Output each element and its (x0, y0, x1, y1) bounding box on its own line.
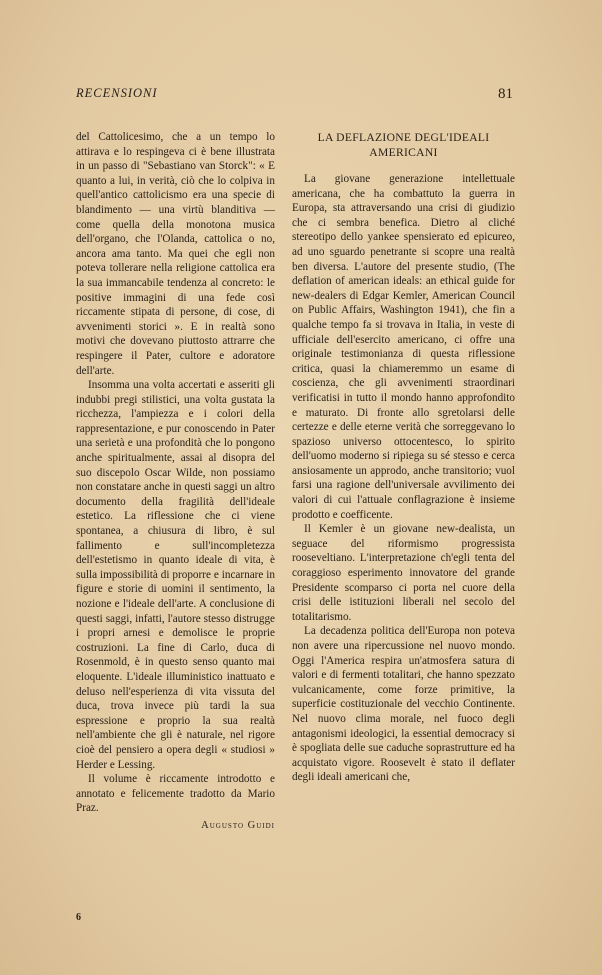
left-paragraph-1: del Cattolicesimo, che a un tempo lo attirava e lo respingeva ci è bene illustrata in un passo di "Sebastiano van Storck": « E quanto a lui, in verità, ciò che lo colpiva in quell'antico cattolicismo era una specie di blandimento — una virtù blanditiva — come quella della monotona musica dell'organo, che l'Olanda, cattolica o no, ancora ama tanto. Ma quei che egli non poteva tollerare nella religione cattolica era la sua immancabile tendenza al concreto: le positive immagini di una fede così riccamente stipata di persone, di cose, di avvenimenti storici ». E in realtà sono motivi che dovevano piuttosto attrarre che respingere il Pater, cultore e adoratore dell'arte. (76, 131, 275, 377)
left-column (76, 130, 275, 833)
left-paragraph-3: Il volume è riccamente introdotto e annotato e felicemente tradotto da Mario Praz. (76, 773, 275, 815)
left-paragraph-2: Insomma una volta accertati e asseriti gli indubbi pregi stilistici, una volta gustata la ricchezza, l'ampiezza e i colori della rappresentazione, e pur conoscendo in Pater una serietà e una profondità che lo pongono anche spiritualmente, assai al disopra del suo discepolo Oscar Wilde, non possiamo non constatare anche in questi saggi un altro documento della fragilità dell'ideale estetico. La riflessione che ci viene spontanea, a chiusura di libro, è sul fallimento e sull'incompletezza dell'estetismo in quanto ideale di vita, è sulla impossibilità di proporre e incarnare in figure e storie di uomini il sentimento, la nozione e l'ideale dell'arte. A conclusione di questi saggi, infatti, l'autore stesso distrugge i propri arnesi e demolisce le proprie costruzioni. La fine di Carlo, duca di Rosenmold, è in questo senso quanto mai eloquente. L'ideale illuministico inattuato e deluso nell'esperienza di vita vissuta del duca, trova invece più tardi la sua espressione e proprio la sua realtà nell'ambiente che gli è naturale, nel rigore cioè del pensiero a opera degli « studiosi » Herder e Lessing. (76, 379, 275, 771)
page-number: 81 (498, 86, 513, 102)
article-title: LA DEFLAZIONE DEGL'IDEALI AMERICANI (317, 131, 490, 159)
right-paragraph-2: Il Kemler è un giovane new-dealista, un seguace del riformismo progressista rooseveltiano. L'interpretazione ch'egli tenta del coraggioso esperimento innovatore del grande Presidente scomparso ci porta nel cuore della crisi delle istituzioni liberali nel secolo del totalitarismo. (292, 523, 515, 623)
right-paragraph-3: La decadenza politica dell'Europa non poteva non avere una ripercussione nel nuovo mondo. Oggi l'America respira un'atmosfera satura di valori e di fermenti totalitari, che hanno spezzato vulcanicamente, come forze primitive, la superficie costituzionale del vecchio Continente. Nel nuovo clima morale, nel fuoco degli antagonismi ideologici, la essential democracy si è spogliata delle sue caduche soprastrutture ed ha acquistato vigore. Roosevelt è stato il deflater degli ideali americani che, (292, 625, 515, 784)
right-column (292, 130, 515, 785)
right-paragraph-1: La giovane generazione intellettuale americana, che ha combattuto la guerra in Europa, sta attraversando una crisi di giudizio che ci sembra benefica. Dietro al cliché stereotipo dello yankee spensierato ed epicureo, ad uno sguardo penetrante si scopre una realtà ben diversa. L'autore del presente studio, (The deflation of american ideals: an ethical guide for new-dealers di Edgar Kemler, American Council on Public Affairs, Washington 1941), che fin a qualche tempo fa si trovava in Italia, in veste di ufficiale dell'esercito americano, ci offre una originale testimonianza di questa riflessione critica, quasi la chiameremmo un esame di coscienza, che gli avvenimenti straordinari verificatisi in tutto il mondo hanno approfondito e maturato. Di fronte allo sgretolarsi delle certezze e delle eterne verità che sorreggevano lo spazioso universo ottocentesco, lo spirito dell'uomo moderno si ripiega su sé stesso e cerca ansiosamente un approdo, anche transitorio; vuol farsi una ragione dell'universale avvilimento dei valori di cui l'attuale conflagrazione è insieme prodotto e coefficente. (292, 173, 515, 521)
footer-signature-mark: 6 (76, 912, 81, 923)
running-header-section: RECENSIONI (76, 86, 158, 100)
review-signature: Augusto Guidi (201, 819, 275, 831)
